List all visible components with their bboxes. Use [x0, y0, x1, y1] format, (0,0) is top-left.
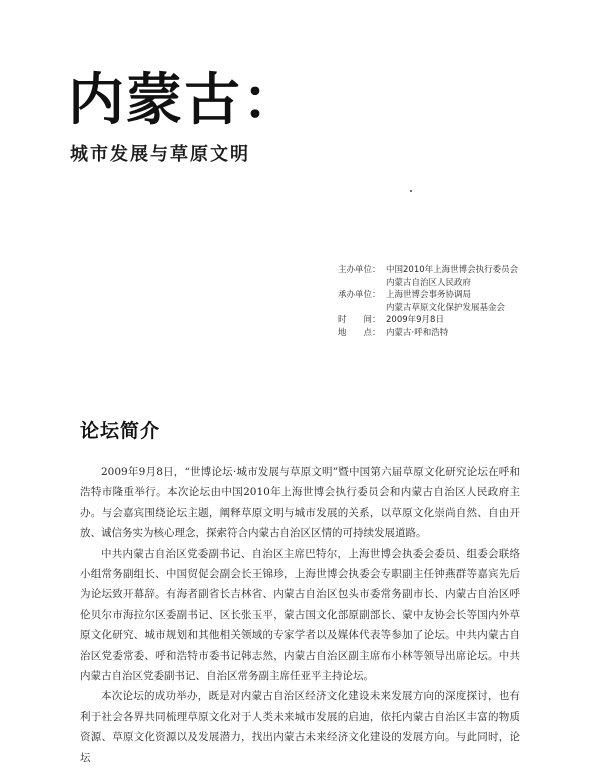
page-title: 内蒙古：: [68, 68, 300, 133]
print-speck: [410, 190, 412, 192]
place-value: 内蒙古·呼和浩特: [386, 327, 449, 338]
page-subtitle: 城市发展与草原文明: [70, 144, 250, 165]
section-title: 论坛简介: [80, 420, 161, 442]
body-paragraph: 2009年9月8日，“世博论坛·城市发展与草原文明”暨中国第六届草原文化研究论坛在呼和浩特市隆重举行。本次论坛由中国2010年上海世博会执行委员会和内蒙古自治区人民政府主办。与会嘉宾围绕论坛主题，阐释草原文明与城市发展的关系，以草原文化崇尚自然、自由开放、诚信务实为核心理念，探索符合内蒙古自治区区情的可持续发展道路。: [80, 466, 520, 540]
event-info: [338, 264, 588, 339]
body-text: [80, 462, 520, 769]
time-value: 2009年9月8日: [386, 315, 444, 325]
place-row: [338, 327, 588, 340]
organizer-row: [338, 264, 588, 289]
coorganizer-value: 上海世博会事务协调局: [386, 290, 472, 300]
coorganizer-value: 内蒙古草原文化保护发展基金会: [386, 302, 506, 313]
place-label: 地 点：: [338, 327, 381, 338]
coorganizer-row: [338, 289, 588, 314]
body-paragraph: 本次论坛的成功举办，既是对内蒙古自治区经济文化建设未来发展方向的深度探讨，也有利于社会各界共同梳理草原文化对于人类未来城市发展的启迪，依托内蒙古自治区丰富的物质资源、草原文化资源以及发展潜力，找出内蒙古未来经济文化建设的发展方向。与此同时，论坛: [80, 690, 520, 764]
organizer-label: 主办单位：: [338, 265, 381, 275]
organizer-value: 内蒙古自治区人民政府: [386, 277, 472, 288]
organizer-value: 中国2010年上海世博会执行委员会: [386, 265, 519, 275]
coorganizer-label: 承办单位：: [338, 290, 381, 300]
time-row: [338, 314, 588, 327]
time-label: 时 间：: [338, 315, 381, 325]
body-paragraph: 中共内蒙古自治区党委副书记、自治区主席巴特尔，上海世博会执委会委员、组委会联络小组常务副组长、中国贸促会副会长王锦珍，上海世博会执委会专职副主任钟燕群等嘉宾先后为论坛致开幕辞。有海者副省长吉林省、内蒙古自治区包头市委常务副市长、内蒙古自治区呼伦贝尔市海拉尔区委副书记、区长张玉平，蒙古国文化部原副部长、蒙中友协会长等国内外草原文化研究、城市规划和其他相关领域的专家学者以及媒体代表等参加了论坛。中共内蒙古自治区党委常委、呼和浩特市委书记韩志然，内蒙古自治区副主席布小林等领导出席论坛。中共内蒙古自治区党委副书记、自治区常务副主席任亚平主持论坛。: [80, 547, 520, 683]
